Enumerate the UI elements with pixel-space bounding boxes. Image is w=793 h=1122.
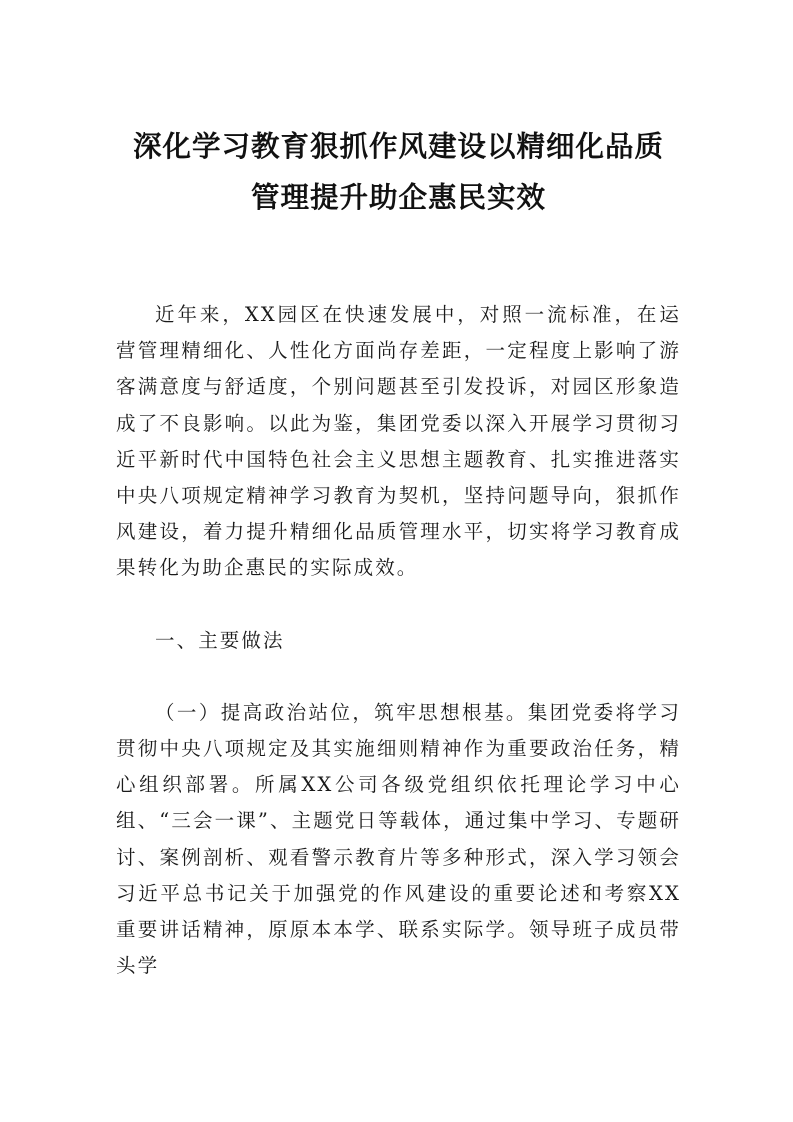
intro-paragraph: 近年来，XX园区在快速发展中，对照一流标准，在运营管理精细化、人性化方面尚存差距，一定程度上影响了游客满意度与舒适度，个别问题甚至引发投诉，对园区形象造成了不良影响。以此为鉴，集团党委以深入开展学习贯彻习近平新时代中国特色社会主义思想主题教育、扎实推进落实中央八项规定精神学习教育为契机，坚持问题导向，狠抓作风建设，着力提升精细化品质管理水平，切实将学习教育成果转化为助企惠民的实际成效。: [116, 303, 681, 580]
document-title: [116, 121, 681, 223]
title-line-2: 管理提升助企惠民实效: [250, 180, 546, 214]
title-line-1: 深化学习教育狠抓作风建设以精细化品质: [132, 129, 664, 163]
section-heading-1: 一、主要做法: [155, 628, 285, 652]
document-body: [116, 297, 681, 984]
subsection-paragraph-1: （一）提高政治站位，筑牢思想根基。集团党委将学习贯彻中央八项规定及其实施细则精神作为重要政治任务，精心组织部署。所属XX公司各级党组织依托理论学习中心组、“三会一课”、主题党日等载体，通过集中学习、专题研讨、案例剖析、观看警示教育片等多种形式，深入学习领会习近平总书记关于加强党的作风建设的重要论述和考察XX重要讲话精神，原原本本学、联系实际学。领导班子成员带头学: [116, 700, 681, 978]
